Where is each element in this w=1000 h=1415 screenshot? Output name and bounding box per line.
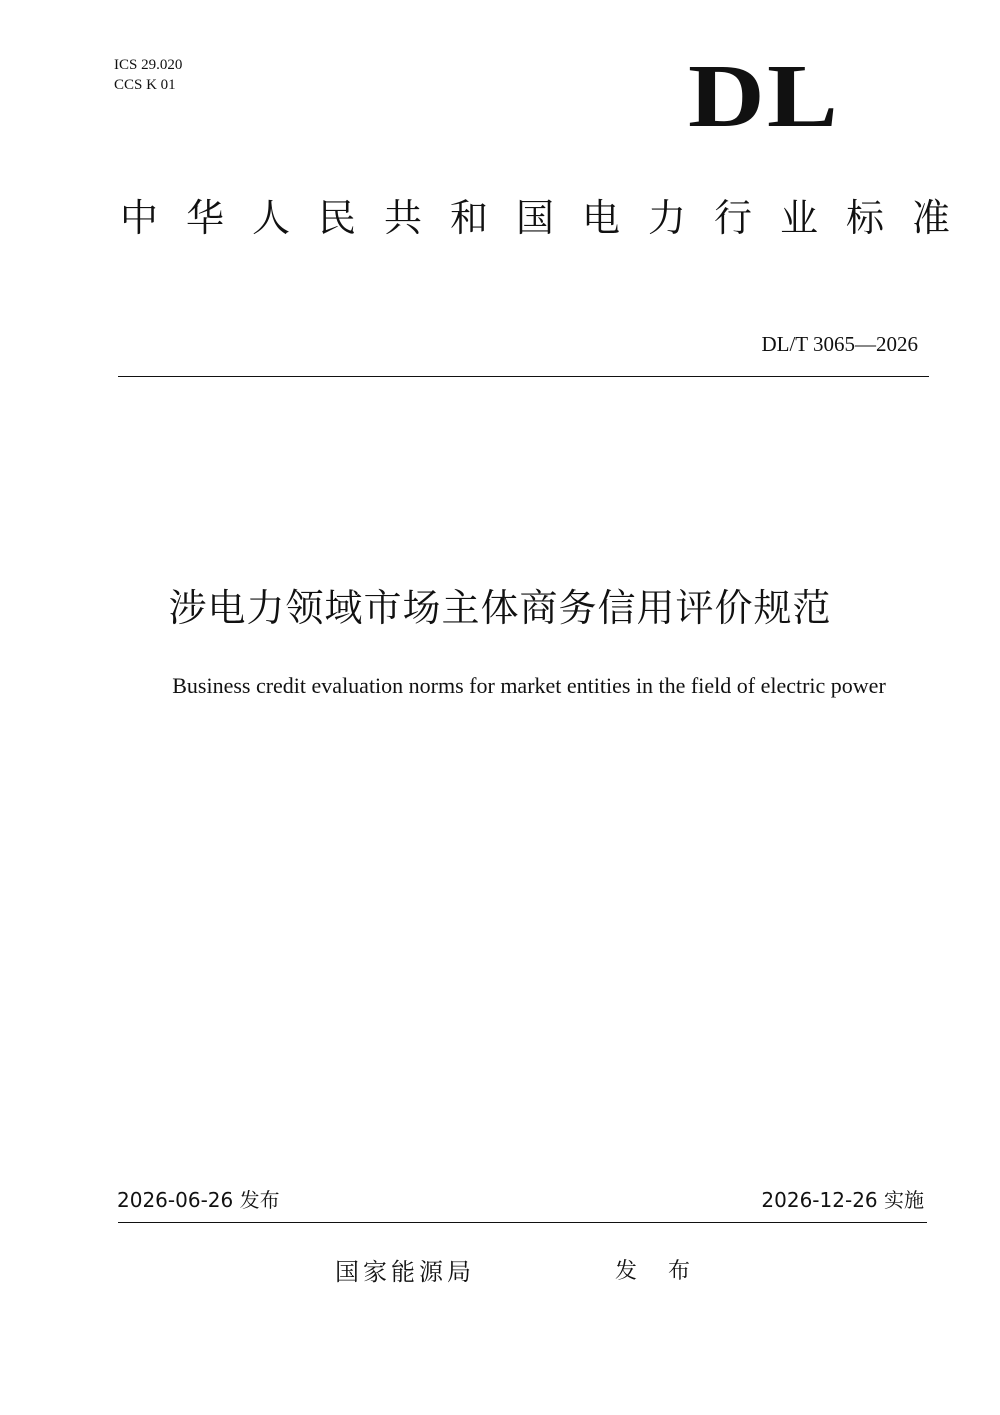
- ccs-code: CCS K 01: [114, 77, 176, 93]
- top-divider: [118, 376, 929, 377]
- bottom-divider: [118, 1222, 927, 1223]
- standard-number: DL/T 3065—2026: [761, 332, 918, 356]
- dl-logo: DL: [688, 47, 841, 146]
- publish-date: 2026-06-26 发布: [117, 1188, 280, 1212]
- document-title-english: Business credit evaluation norms for market entities in the field of electric power: [172, 673, 886, 698]
- document-title-chinese: 涉电力领域市场主体商务信用评价规范: [168, 586, 832, 630]
- implementation-date: 2026-12-26 实施: [761, 1188, 924, 1212]
- standard-category-title: 中华人民共和国电力行业标准: [120, 196, 979, 240]
- publisher-name: 国家能源局: [335, 1258, 475, 1286]
- publish-label: 发 布: [615, 1259, 702, 1284]
- ics-code: ICS 29.020: [114, 57, 183, 73]
